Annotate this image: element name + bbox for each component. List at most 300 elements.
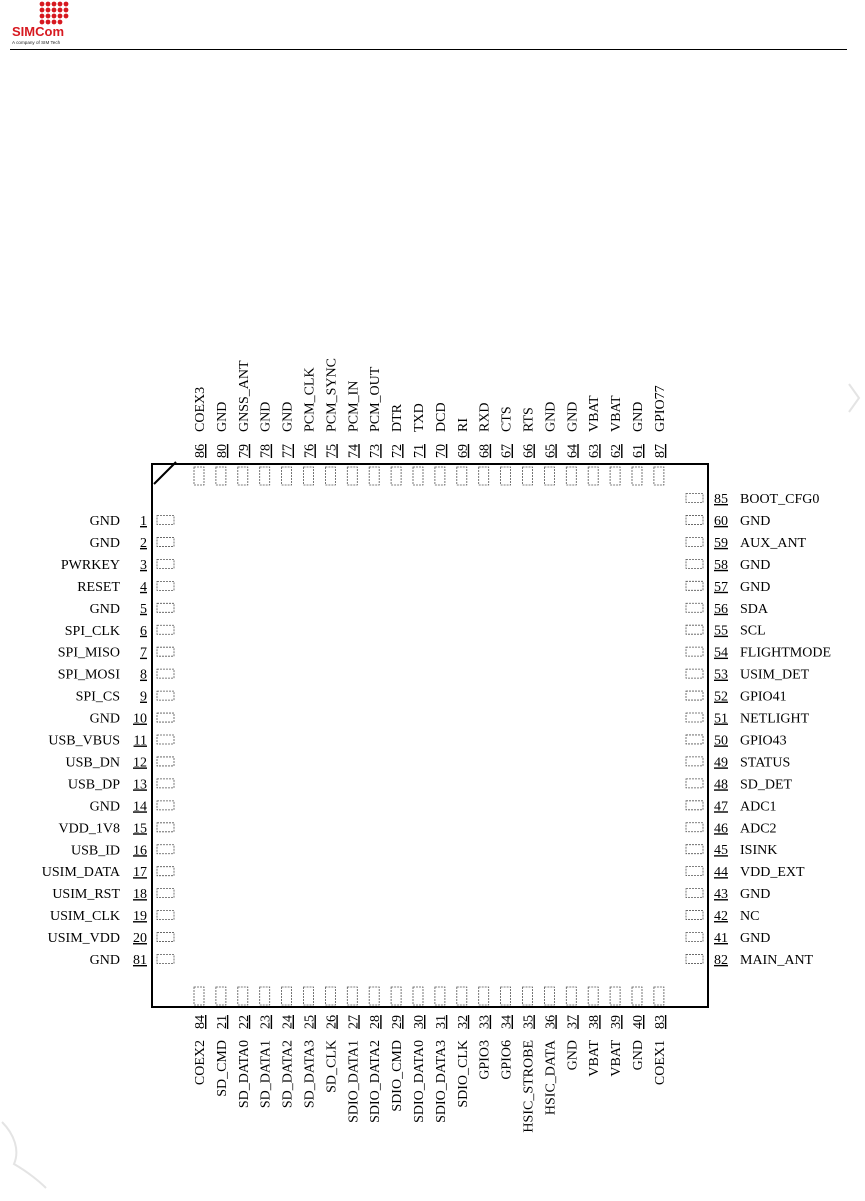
pin-label: GND <box>89 711 120 727</box>
pin-pad <box>157 911 174 920</box>
pin-number: 38 <box>587 1015 603 1029</box>
pin-pad <box>632 467 642 485</box>
pin-pad <box>157 933 174 942</box>
pin-number: 82 <box>714 952 728 968</box>
left-pin <box>76 690 174 705</box>
top-pin <box>368 366 383 485</box>
pin-pad <box>260 987 270 1005</box>
pin-number: 2 <box>140 535 147 551</box>
pin-label: GND <box>740 579 771 595</box>
pin-pad <box>391 467 401 485</box>
pin-pad <box>686 735 703 744</box>
pin-label: USIM_CLK <box>49 909 120 925</box>
pin-number: 66 <box>521 444 537 458</box>
pin-pad <box>686 581 703 590</box>
pin-pad <box>457 987 467 1005</box>
top-pin <box>281 402 296 485</box>
pin-number: 81 <box>133 953 147 968</box>
left-pin <box>65 624 174 639</box>
pin-number: 54 <box>714 645 728 661</box>
pin-pad <box>654 987 664 1005</box>
left-pin <box>48 931 174 946</box>
pin-label: STATUS <box>740 755 791 771</box>
pin-pad <box>501 467 511 485</box>
pin-number: 76 <box>302 444 318 458</box>
pin-number: 51 <box>714 711 728 727</box>
pin-pad <box>157 603 174 612</box>
pin-pad <box>325 987 335 1005</box>
pin-label: GND <box>740 931 771 946</box>
pin-number: 61 <box>631 444 646 458</box>
pin-pad <box>157 647 174 656</box>
pin-number: 67 <box>499 444 515 458</box>
pin-number: 5 <box>140 601 147 617</box>
pin-pad <box>194 987 204 1005</box>
pin-label: SD_CMD <box>214 1040 230 1097</box>
pin-number: 55 <box>714 623 728 639</box>
pin-label: GND <box>740 887 771 903</box>
pin-pad <box>610 987 620 1005</box>
top-pin <box>522 407 537 485</box>
pin-label: GND <box>631 1040 646 1071</box>
pin-pad <box>686 603 703 612</box>
pin-label: GND <box>740 557 771 573</box>
pin-number: 17 <box>133 865 147 881</box>
top-pin <box>346 381 361 485</box>
pin-label: SD_DATA0 <box>236 1040 252 1109</box>
pin-label: PCM_CLK <box>302 367 318 432</box>
pin-label: GND <box>258 401 274 432</box>
left-pin <box>42 865 174 880</box>
pin-number: 30 <box>412 1015 427 1029</box>
pin-label: USB_DN <box>65 755 120 771</box>
right-pin <box>686 536 807 551</box>
right-pin <box>686 843 777 858</box>
pin-number: 45 <box>714 843 728 859</box>
pin-label: GPIO41 <box>740 689 787 705</box>
top-pin <box>609 395 624 485</box>
pin-number: 78 <box>258 444 274 458</box>
pin-pad <box>194 467 204 485</box>
top-pin <box>412 403 427 485</box>
pin-pad <box>457 467 467 485</box>
left-pin <box>90 799 174 814</box>
pin-number: 15 <box>133 821 147 837</box>
pin-label: USB_DP <box>67 777 120 793</box>
right-pin <box>686 580 770 595</box>
pin-pad <box>479 467 489 485</box>
pin-number: 87 <box>652 444 668 458</box>
bottom-pin <box>631 987 646 1070</box>
pin-number: 46 <box>714 821 728 837</box>
pin-pad <box>686 933 703 942</box>
pin-label: SDIO_CLK <box>455 1040 471 1108</box>
pin-number: 49 <box>714 755 728 771</box>
pin-pad <box>686 779 703 788</box>
pin-pad <box>523 987 533 1005</box>
pin-number: 85 <box>714 492 728 507</box>
pin-number: 29 <box>390 1015 406 1029</box>
pin-pad <box>544 467 554 485</box>
pin-label: TXD <box>412 403 427 432</box>
right-pin <box>686 887 770 902</box>
pin-label: ADC2 <box>740 821 777 837</box>
pin-number: 42 <box>714 909 728 925</box>
left-pin <box>48 734 174 749</box>
pin-label: SDIO_DATA0 <box>412 1040 427 1123</box>
pin-label: MAIN_ANT <box>740 952 814 968</box>
logo-tagline: A company of SIM Tech <box>12 40 61 45</box>
pin-label: SPI_CLK <box>64 623 120 639</box>
pin-label: GNSS_ANT <box>236 360 252 432</box>
pin-label: USB_ID <box>70 843 120 859</box>
pin-pad <box>282 987 292 1005</box>
pin-pad <box>216 467 226 485</box>
pin-pad <box>369 467 379 485</box>
bottom-pin <box>456 987 471 1108</box>
pin-label: DTR <box>390 404 406 432</box>
pin-pad <box>157 669 174 678</box>
bottom-pin <box>609 987 624 1077</box>
pin-number: 12 <box>133 755 147 771</box>
pin-label: VBAT <box>587 1040 603 1077</box>
pin-pad <box>238 467 248 485</box>
left-pin <box>90 514 174 529</box>
pin-pad <box>325 467 335 485</box>
pin-label: GND <box>631 401 646 432</box>
pin-pad <box>501 987 511 1005</box>
left-pin <box>68 777 174 792</box>
pin-label: USIM_RST <box>52 887 120 903</box>
pin-number: 3 <box>140 557 147 573</box>
top-pin <box>324 358 339 485</box>
pin-number: 27 <box>346 1015 362 1029</box>
pin-pad <box>686 845 703 854</box>
pin-pad <box>435 467 445 485</box>
top-pin <box>653 385 668 485</box>
pin-label: PCM_OUT <box>368 366 384 432</box>
bottom-pin-group <box>193 987 668 1133</box>
bottom-pin <box>587 987 602 1077</box>
pin-number: 14 <box>133 799 147 815</box>
pin-pad <box>413 467 423 485</box>
right-pin <box>686 514 770 529</box>
left-pin <box>59 821 174 836</box>
pin-pad <box>566 987 576 1005</box>
pin-number: 52 <box>714 689 728 705</box>
pin-label: DCD <box>433 402 449 432</box>
pin-label: GPIO3 <box>477 1040 493 1080</box>
pin-pad <box>369 987 379 1005</box>
pin-label: SPI_CS <box>75 689 120 705</box>
pin-pad <box>157 845 174 854</box>
right-pin <box>686 492 819 507</box>
right-pin <box>686 690 787 705</box>
pin-label: RESET <box>77 579 120 595</box>
pin-label: COEX1 <box>652 1040 668 1086</box>
pin-pad <box>157 867 174 876</box>
right-pin <box>686 953 814 968</box>
pin-number: 18 <box>133 887 147 903</box>
pin-pad <box>686 537 703 546</box>
pin-number: 26 <box>324 1015 340 1029</box>
pin-label: GND <box>89 953 120 968</box>
left-pin <box>58 646 174 661</box>
top-pin <box>215 402 230 485</box>
pin-label: SDIO_DATA1 <box>346 1040 362 1123</box>
pin-pad <box>686 867 703 876</box>
right-pin <box>686 712 810 727</box>
pin-number: 53 <box>714 667 728 683</box>
pin-number: 13 <box>133 777 147 793</box>
pin-pad <box>260 467 270 485</box>
pin-number: 73 <box>368 444 384 458</box>
pin-label: GND <box>565 401 581 432</box>
bottom-pin <box>303 987 318 1108</box>
pin-number: 10 <box>133 711 147 727</box>
bottom-pin <box>522 987 537 1133</box>
pin-pad <box>435 987 445 1005</box>
pin-label: CTS <box>499 406 515 432</box>
left-pin <box>90 953 174 968</box>
pin-pad <box>157 559 174 568</box>
pin-pad <box>566 467 576 485</box>
pin-pad <box>686 669 703 678</box>
top-pin <box>478 402 493 485</box>
pin-number: 19 <box>133 909 147 925</box>
top-pin <box>500 406 515 485</box>
pin-pad <box>686 823 703 832</box>
pin-label: USB_VBUS <box>48 733 120 749</box>
pin-number: 22 <box>236 1015 252 1029</box>
pin-number: 86 <box>193 444 208 458</box>
pin-label: GND <box>565 1040 581 1071</box>
pin-number: 1 <box>140 514 147 529</box>
pin-pad <box>157 537 174 546</box>
top-pin <box>390 403 405 485</box>
pin-number: 28 <box>368 1015 384 1029</box>
pin-number: 23 <box>258 1015 274 1029</box>
left-pin <box>52 887 174 902</box>
pin-number: 64 <box>565 444 581 458</box>
bottom-pin <box>653 987 668 1085</box>
right-pin <box>686 755 790 770</box>
pin-label: PWRKEY <box>60 557 120 573</box>
pin-number: 6 <box>140 623 147 639</box>
pin1-corner-marker <box>154 462 176 484</box>
pin-pad <box>523 467 533 485</box>
pin-pad <box>304 467 314 485</box>
pin-number: 80 <box>214 444 230 458</box>
right-pin <box>686 865 805 880</box>
pin-label: BOOT_CFG0 <box>740 492 820 507</box>
bottom-pin <box>215 987 230 1097</box>
right-pin <box>686 558 770 573</box>
pin-number: 60 <box>714 513 728 529</box>
pin-pad <box>157 779 174 788</box>
pin-number: 57 <box>714 579 728 595</box>
pin-number: 83 <box>652 1015 668 1029</box>
pin-pad <box>686 515 703 524</box>
pin-number: 33 <box>477 1015 493 1029</box>
pin-pad <box>347 987 357 1005</box>
pin-pad <box>157 625 174 634</box>
left-pin <box>90 712 174 727</box>
pin-number: 4 <box>140 579 147 595</box>
right-pin <box>686 821 777 836</box>
pin-label: SCL <box>740 623 766 639</box>
pin-pad <box>157 581 174 590</box>
pin-label: RI <box>455 418 471 432</box>
right-pin <box>686 777 793 792</box>
pin-label: GPIO6 <box>499 1040 515 1080</box>
pin-pad <box>610 467 620 485</box>
pin-pad <box>686 757 703 766</box>
pin-number: 32 <box>455 1015 471 1029</box>
pin-number: 48 <box>714 777 728 793</box>
bottom-pin <box>237 987 252 1108</box>
bottom-pin <box>193 987 208 1085</box>
pin-pad <box>157 889 174 898</box>
top-pin <box>237 360 252 485</box>
pin-label: VDD_1V8 <box>58 821 120 837</box>
right-pin <box>686 799 777 814</box>
pin-pad <box>588 987 598 1005</box>
pin-number: 16 <box>133 843 147 859</box>
pin-number: 50 <box>714 733 728 749</box>
top-pin <box>259 402 274 485</box>
pin-label: SD_DATA1 <box>258 1040 274 1109</box>
pin-label: COEX3 <box>193 386 208 432</box>
pin-pad <box>157 823 174 832</box>
pin-label: GND <box>89 535 120 551</box>
pin-number: 74 <box>346 444 362 458</box>
pin-pad <box>588 467 598 485</box>
pin-pad <box>347 467 357 485</box>
pin-number: 69 <box>455 444 471 458</box>
pin-pad <box>686 954 703 963</box>
pin-number: 84 <box>193 1015 208 1029</box>
pin-label: SDA <box>740 601 769 617</box>
pin-label: VBAT <box>609 1040 625 1077</box>
top-pin <box>456 418 471 485</box>
pin-number: 77 <box>280 444 296 458</box>
pin-number: 41 <box>714 931 728 946</box>
pin-number: 35 <box>521 1015 537 1029</box>
pin-label: PCM_IN <box>346 380 362 432</box>
top-pin-group <box>193 358 668 485</box>
pin-number: 62 <box>609 444 625 458</box>
bottom-pin <box>390 987 405 1112</box>
pin-pad <box>157 955 174 964</box>
pin-number: 75 <box>324 444 340 458</box>
right-pin <box>686 931 770 946</box>
page-edge-chevron-right <box>845 380 865 416</box>
pin-number: 63 <box>587 444 603 458</box>
bottom-pin <box>478 987 493 1080</box>
top-pin <box>631 402 646 485</box>
pin-number: 20 <box>133 931 147 947</box>
pin-pad <box>544 987 554 1005</box>
pin-number: 36 <box>543 1015 559 1029</box>
pin-label: GND <box>740 513 771 529</box>
pin-pad <box>686 801 703 810</box>
pin-label: USIM_DET <box>740 667 810 683</box>
pin-number: 68 <box>477 444 493 458</box>
pin-label: PCM_SYNC <box>324 358 340 432</box>
pin-number: 71 <box>412 444 427 458</box>
pin-number: 9 <box>140 689 147 705</box>
pin-pad <box>479 987 489 1005</box>
pin-pad <box>157 757 174 766</box>
pin-label: ISINK <box>740 843 778 859</box>
pin-label: VBAT <box>609 395 625 432</box>
left-pin <box>71 843 174 858</box>
pin-label: GPIO43 <box>740 733 787 749</box>
pin-label: AUX_ANT <box>740 535 807 551</box>
page-edge-curl-bottom-left <box>0 1110 80 1190</box>
pin-pad <box>686 494 703 503</box>
pin-label: GND <box>89 601 120 617</box>
pin-pad <box>632 987 642 1005</box>
pin-pad <box>391 987 401 1005</box>
pin-number: 43 <box>714 887 728 903</box>
pin-pad <box>238 987 248 1005</box>
pin-number: 47 <box>714 799 728 815</box>
left-pin <box>90 536 174 551</box>
pin-pad <box>282 467 292 485</box>
left-pin <box>66 755 174 770</box>
left-pin <box>50 909 174 924</box>
pin-pad <box>686 691 703 700</box>
right-pin <box>686 668 810 683</box>
left-pin-group <box>42 514 174 968</box>
pin-number: 40 <box>631 1015 646 1029</box>
pin-number: 37 <box>565 1015 581 1029</box>
top-pin <box>565 402 580 485</box>
left-pin <box>77 580 174 595</box>
left-pin <box>58 668 174 683</box>
pin-label: GND <box>89 514 120 529</box>
bottom-pin <box>324 987 339 1093</box>
left-pin <box>61 558 174 573</box>
pin-label: HSIC_DATA <box>543 1040 559 1116</box>
module-outline <box>152 464 708 1007</box>
pin-pad <box>654 467 664 485</box>
pin-label: RXD <box>477 402 493 432</box>
left-pin <box>90 602 174 617</box>
pin-number: 70 <box>433 444 449 458</box>
bottom-pin <box>259 987 274 1108</box>
pin-label: SPI_MISO <box>57 645 120 661</box>
pin-label: VDD_EXT <box>740 865 805 881</box>
pin-pad <box>686 559 703 568</box>
pin-label: SPI_MOSI <box>57 667 120 683</box>
pin-label: GND <box>214 401 230 432</box>
pin-number: 65 <box>543 444 559 458</box>
pin-pad <box>157 691 174 700</box>
pin-label: RTS <box>521 407 537 432</box>
pin-label: SDIO_DATA2 <box>368 1040 384 1123</box>
pin-number: 31 <box>433 1015 449 1029</box>
pin-number: 44 <box>714 865 728 881</box>
pin-label: SDIO_DATA3 <box>433 1040 449 1123</box>
pin-number: 11 <box>133 733 147 749</box>
pin-number: 7 <box>140 645 147 661</box>
pin-number: 34 <box>499 1015 515 1029</box>
bottom-pin <box>565 987 580 1070</box>
pin-label: ADC1 <box>740 799 777 815</box>
